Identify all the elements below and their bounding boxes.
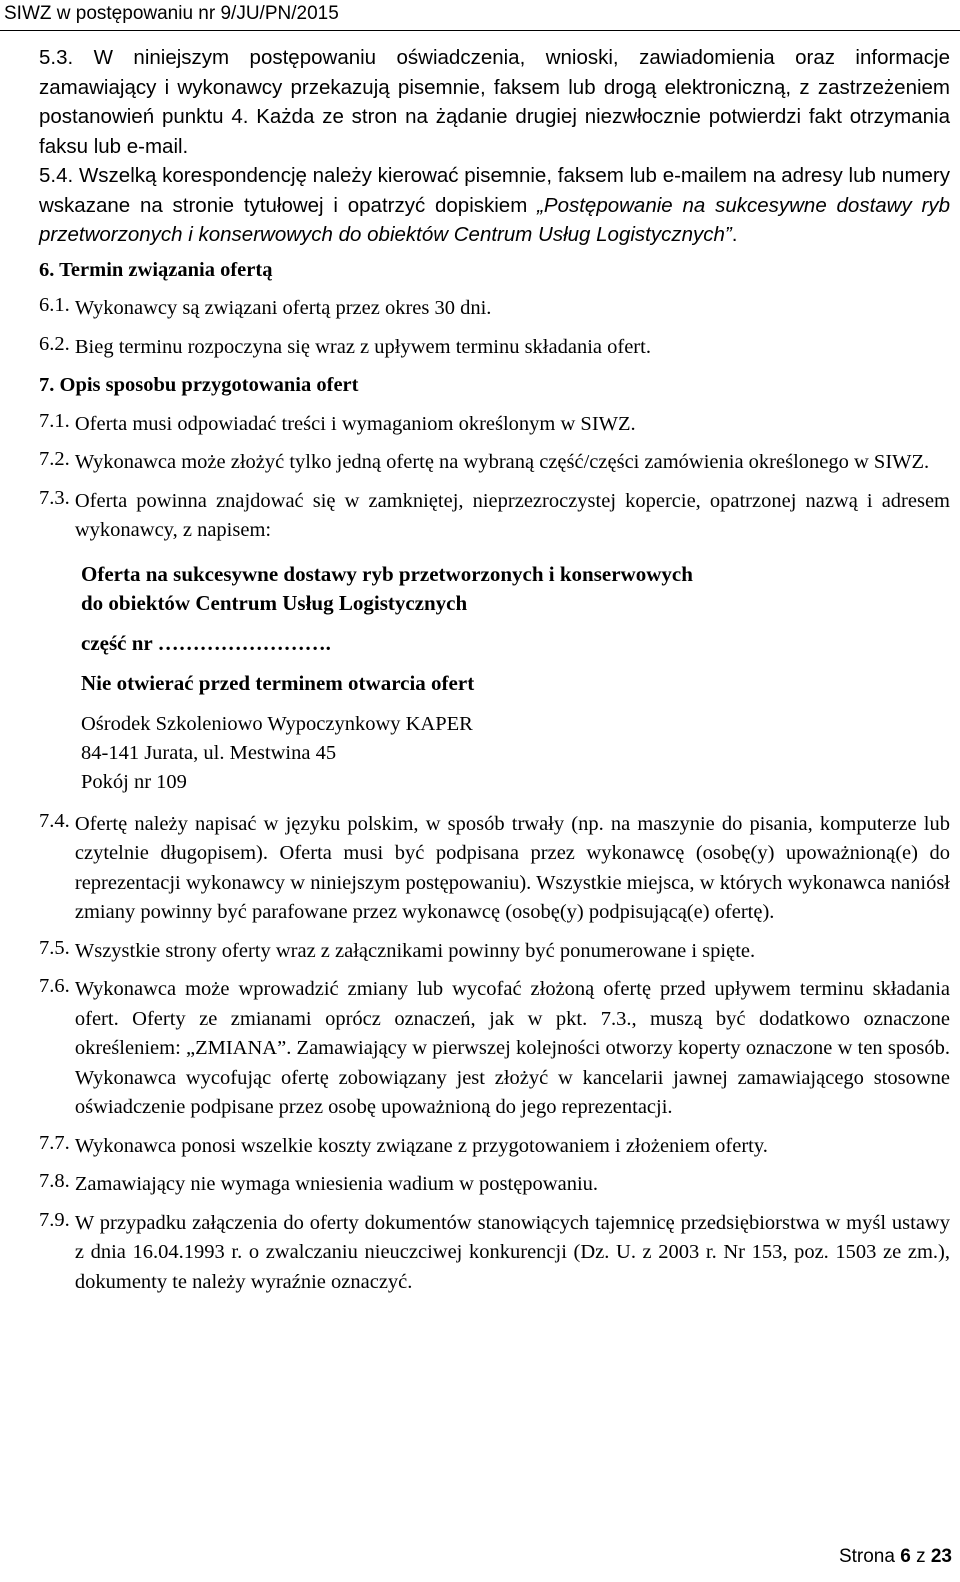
item-number: 7.6. <box>39 975 75 997</box>
item-text: Wykonawcy są związani ofertą przez okres 30 dni. <box>74 297 492 319</box>
item-7-8 <box>39 1170 950 1200</box>
item-text: Bieg terminu rozpoczyna się wraz z upływem terminu składania ofert. <box>74 335 651 358</box>
item-number: 6.1. <box>39 294 75 316</box>
item-text: W niniejszym postępowaniu oświadczenia, wnioski, zawiadomienia oraz informacje zamawiający i wykonawcy przekazują pisemnie, faksem lub drogą elektroniczną, z zastrzeżeniem postanowień punktu 4. Każda ze stron na żądanie drugiej niezwłocznie potwierdzi fakt otrzymania faksu lub e-mail. <box>39 46 950 158</box>
envelope-label <box>81 560 950 797</box>
envelope-address-3: Pokój nr 109 <box>81 770 187 793</box>
item-text: Wszelką korespondencję należy kierować pisemnie, faksem lub e-mailem na adresy lub numery wskazane na stronie tytułowej i opatrzyć dopiskiem <box>39 164 951 217</box>
envelope-warning: Nie otwierać przed terminem otwarcia ofert <box>81 670 475 695</box>
page-header <box>0 0 960 30</box>
item-6-2 <box>39 333 950 363</box>
heading-section-7: 7. Opis sposobu przygotowania ofert <box>39 374 359 396</box>
item-number: 5.3. <box>39 46 94 69</box>
item-7-7 <box>39 1132 950 1162</box>
item-7-5 <box>39 937 950 967</box>
item-text: Wykonawca ponosi wszelkie koszty związane z przygotowaniem i złożeniem oferty. <box>74 1134 768 1157</box>
item-number: 7.8. <box>39 1170 75 1192</box>
item-number: 7.5. <box>39 936 75 959</box>
envelope-line-2: do obiektów Centrum Usług Logistycznych <box>81 590 468 615</box>
item-7-6 <box>39 975 950 1123</box>
item-text: Zamawiający nie wymaga wniesienia wadium w postępowaniu. <box>74 1173 599 1195</box>
item-7-9 <box>39 1209 950 1298</box>
item-text: W przypadku załączenia do oferty dokumentów stanowiących tajemnicę przedsiębiorstwa w myśl ustawy z dnia 16.04.1993 r. o zwalczaniu nieuczciwej konkurencji (Dz. U. z 2003 r. Nr 153, poz. 1503 ze zm.), dokumenty te należy wyraźnie oznaczyć. <box>74 1211 950 1293</box>
footer-prefix: Strona <box>838 1546 901 1567</box>
item-number: 7.4. <box>39 809 75 832</box>
item-number: 7.3. <box>39 486 75 509</box>
item-7-2 <box>39 448 950 478</box>
envelope-address-2: 84-141 Jurata, ul. Mestwina 45 <box>81 741 337 764</box>
envelope-part-number: część nr ……………………. <box>81 630 331 655</box>
section-5-3 <box>39 43 950 161</box>
item-quote: „Postępowanie na sukcesywne dostawy ryb przetworzonych i konserwowych do obiektów Centrum Usług Logistycznych” <box>39 193 950 246</box>
item-number: 5.4. <box>39 164 79 187</box>
envelope-address-1: Ośrodek Szkoleniowo Wypoczynkowy KAPER <box>81 712 473 735</box>
item-number: 7.1. <box>39 409 75 432</box>
item-7-1 <box>39 410 950 440</box>
item-number: 7.2. <box>39 448 75 470</box>
item-text: Oferta powinna znajdować się w zamkniętej, nieprzezroczystej kopercie, opatrzonej nazwą i adresem wykonawcy, z napisem: <box>74 489 950 541</box>
header-title: SIWZ w postępowaniu nr 9/JU/PN/2015 <box>4 3 339 24</box>
item-text: Oferta musi odpowiadać treści i wymaganiom określonym w SIWZ. <box>74 412 636 435</box>
item-number: 7.9. <box>39 1208 75 1231</box>
item-end: . <box>731 223 738 246</box>
heading-section-6: 6. Termin związania ofertą <box>39 258 273 281</box>
item-text: Wykonawca może złożyć tylko jedną ofertę na wybraną część/części zamówienia określonego w SIWZ. <box>74 451 930 473</box>
item-number: 6.2. <box>39 332 75 355</box>
header-rule <box>0 30 960 31</box>
footer-page-number: 6 <box>900 1546 911 1567</box>
item-text: Wszystkie strony oferty wraz z załącznikami powinny być ponumerowane i spięte. <box>74 939 756 962</box>
item-number: 7.7. <box>39 1131 75 1154</box>
footer-total-pages: 23 <box>930 1546 952 1567</box>
item-6-1 <box>39 294 950 324</box>
footer-mid: z <box>910 1546 931 1567</box>
item-7-3 <box>39 487 950 546</box>
item-7-4 <box>39 810 950 928</box>
item-text: Wykonawca może wprowadzić zmiany lub wycofać złożoną ofertę przed upływem terminu składania ofert. Oferty ze zmianami oprócz oznaczeń, jak w pkt. 7.3., muszą być dodatkowo oznaczone określeniem: „ZMIANA”. Zamawiający w pierwszej kolejności otworzy koperty oznaczone w ten sposób. Wykonawca wycofując ofertę zobowiązany jest złożyć w kancelarii jawnej zamawiającego stosowne oświadczenie podpisane przez osobę upoważnioną do jego reprezentacji. <box>74 978 950 1118</box>
page-footer <box>839 1546 952 1568</box>
document-body <box>39 43 950 1297</box>
section-5-4 <box>39 161 950 250</box>
envelope-line-1: Oferta na sukcesywne dostawy ryb przetworzonych i konserwowych <box>81 561 693 586</box>
item-text: Ofertę należy napisać w języku polskim, w sposób trwały (np. na maszynie do pisania, komputerze lub czytelnie długopisem). Oferta musi być podpisana przez wykonawcę (osobę(y) upoważnioną(e) do reprezentacji wykonawcy w niniejszym postępowaniu). Wszystkie miejsca, w których wykonawca naniósł zmiany powinny być parafowane przez wykonawcę (osobę(y) podpisującą(e) ofertę). <box>74 812 950 923</box>
